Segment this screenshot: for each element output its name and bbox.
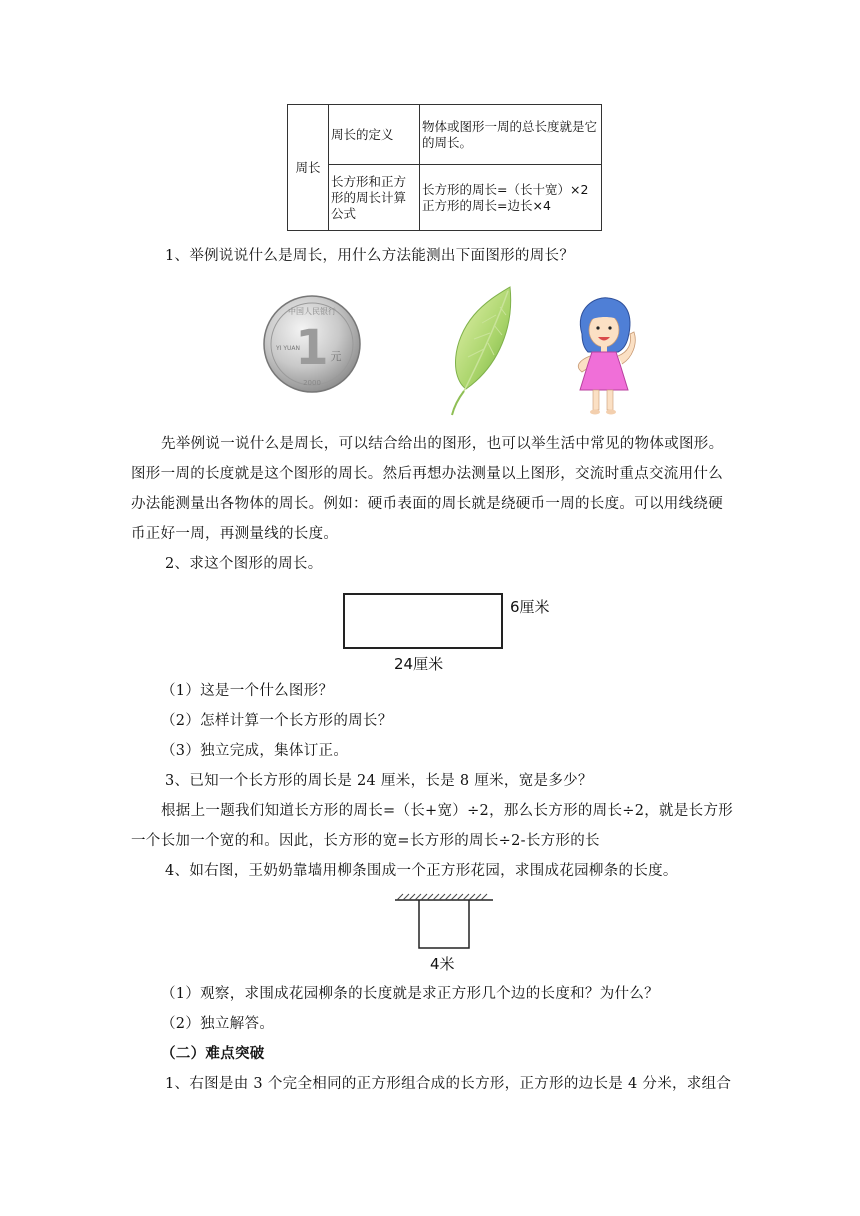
formula-square: 正方形的周长=边长×4: [422, 197, 551, 213]
coin-rim-text: 中国人民银行: [288, 307, 336, 316]
garden-square-figure: [393, 892, 495, 950]
coin-pinyin: YI YUAN: [276, 345, 300, 352]
coin-image: [262, 294, 362, 394]
question-3: 3、已知一个长方形的周长是 24 厘米，长是 8 厘米，宽是多少？: [165, 773, 593, 789]
paragraph-1-line-3: 办法能测量出各物体的周长。例如：硬币表面的周长就是绕硬币一周的长度。可以用线绕硬: [131, 496, 723, 512]
paragraph-2-line-2: 一个长加一个宽的和。因此，长方形的宽=长方形的周长÷2-长方形的长: [131, 833, 600, 849]
paragraph-2-line-1: 根据上一题我们知道长方形的周长=（长+宽）÷2，那么长方形的周长÷2，就是长方形: [161, 803, 734, 819]
rectangle-width-label: 6厘米: [510, 598, 550, 616]
section-heading-difficulty: （二）难点突破: [161, 1046, 265, 1062]
table-row-header: 周长: [288, 105, 329, 231]
formula-rectangle: 长方形的周长=（长十宽）×2: [422, 181, 589, 197]
paragraph-1-line-2: 图形一周的长度就是这个图形的周长。然后再想办法测量以上图形，交流时重点交流用什么: [131, 466, 723, 482]
coin-unit: 元: [330, 350, 342, 363]
rectangle-length-label: 24厘米: [394, 655, 444, 673]
table-cell-label: 长方形和正方形的周长计算公式: [329, 165, 420, 231]
coin-year: 2000: [303, 379, 321, 387]
rectangle-figure: [343, 593, 503, 649]
question-2-sub-1: （1）这是一个什么图形？: [161, 683, 334, 699]
problem-1-text: 1、右图是由 3 个完全相同的正方形组合成的长方形，正方形的边长是 4 分米，求组合: [165, 1076, 732, 1092]
question-2: 2、求这个图形的周长。: [165, 556, 323, 572]
question-2-sub-3: （3）独立完成，集体订正。: [161, 743, 349, 759]
perimeter-summary-table: [287, 104, 602, 231]
question-4-sub-2: （2）独立解答。: [161, 1016, 275, 1032]
paragraph-1-line-1: 先举例说一说什么是周长，可以结合给出的图形，也可以举生活中常见的物体或图形。: [161, 436, 724, 452]
table-cell-content: 物体或图形一周的总长度就是它的周长。: [420, 105, 602, 165]
coin-digit: 1: [295, 320, 329, 376]
square-side-label: 4米: [430, 955, 455, 973]
question-1: 1、举例说说什么是周长，用什么方法能测出下面图形的周长？: [165, 248, 575, 264]
question-4: 4、如右图，王奶奶靠墙用柳条围成一个正方形花园，求围成花园柳条的长度。: [165, 863, 678, 879]
table-cell-label: 周长的定义: [329, 105, 420, 165]
paragraph-1-line-4: 币正好一周，再测量线的长度。: [131, 526, 339, 542]
question-4-sub-1: （1）观察，求围成花园柳条的长度就是求正方形几个边的长度和？为什么？: [161, 986, 659, 1002]
leaf-image: [444, 285, 514, 417]
girl-image: [566, 294, 642, 416]
table-cell-content: [420, 165, 602, 231]
question-2-sub-2: （2）怎样计算一个长方形的周长？: [161, 713, 393, 729]
